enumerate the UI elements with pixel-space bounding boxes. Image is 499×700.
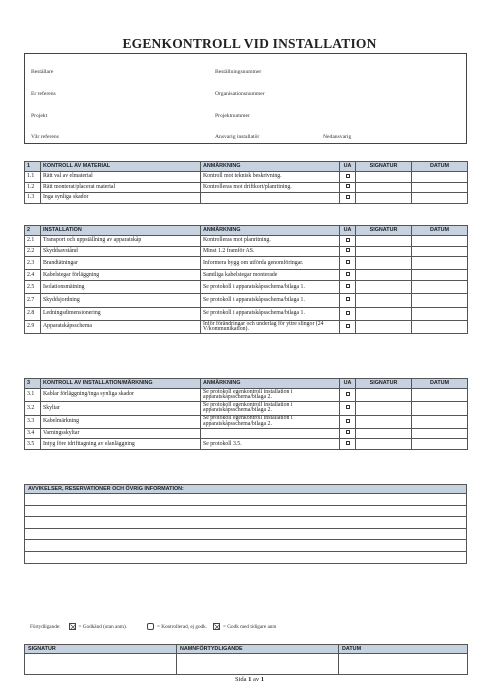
signature-cell[interactable] (356, 270, 412, 281)
header-ua: UA (340, 379, 356, 389)
table-row (25, 320, 468, 333)
document-title: EGENKONTROLL VID INSTALLATION (122, 36, 377, 51)
row-number: 2.8 (25, 307, 41, 320)
table-row (25, 281, 468, 294)
field-organisationsnummer[interactable]: Organisationsnummer (215, 91, 265, 97)
ua-checkbox[interactable] (346, 284, 350, 288)
row-number: 1.2 (25, 182, 41, 193)
ua-checkbox[interactable] (346, 272, 350, 276)
date-cell[interactable] (412, 439, 468, 450)
field-ansvarig-installator[interactable]: Ansvarig installatör (215, 134, 260, 140)
field-bestallningsnummer[interactable]: Beställningsnummer (215, 69, 262, 75)
row-label: Apparatskåpsschema (41, 320, 201, 333)
row-number: 3.2 (25, 402, 41, 415)
table-row (25, 307, 468, 320)
signature-cell[interactable] (356, 257, 412, 270)
date-cell[interactable] (412, 294, 468, 307)
header-signatur: SIGNATUR (356, 162, 412, 172)
row-note: Se protokoll egenkontroll installation i apparatskåpsschema/bilaga 2. (201, 415, 340, 428)
row-label: Rätt val av elmaterial (41, 172, 201, 183)
row-note: Se protokoll 3.5. (201, 439, 340, 450)
ua-checkbox[interactable] (346, 260, 350, 264)
field-nedansvarig[interactable]: Nedansvarig (323, 134, 352, 140)
row-label: Intyg före idrifttagning av elanläggning (41, 439, 201, 450)
date-field[interactable] (339, 654, 468, 675)
row-note (201, 428, 340, 439)
row-label: Kabelstegar förläggning (41, 270, 201, 281)
row-number: 2.2 (25, 246, 41, 257)
empty-box-icon (147, 623, 154, 630)
deviation-line[interactable] (25, 505, 467, 517)
table-row (25, 172, 468, 183)
deviation-line[interactable] (25, 551, 467, 563)
date-cell[interactable] (412, 402, 468, 415)
signature-cell[interactable] (356, 172, 412, 183)
row-number: 3.4 (25, 428, 41, 439)
signature-table (24, 644, 468, 675)
table-row (25, 182, 468, 193)
header-signatur: SIGNATUR (356, 379, 412, 389)
date-cell[interactable] (412, 281, 468, 294)
cross-box-icon (69, 623, 76, 630)
signature-cell[interactable] (356, 193, 412, 204)
row-label: Kablar förläggning/inga synliga skador (41, 389, 201, 402)
ua-checkbox[interactable] (346, 311, 350, 315)
field-bestallare[interactable]: Beställare (31, 69, 54, 75)
row-label: Rätt monterat/placerat material (41, 182, 201, 193)
ua-checkbox[interactable] (346, 248, 350, 252)
row-number: 3.1 (25, 389, 41, 402)
deviations-table (24, 484, 467, 564)
ua-checkbox[interactable] (346, 184, 350, 188)
header-datum: DATUM (412, 226, 468, 236)
header-anmarkning: ANMÄRKNING (201, 379, 340, 389)
signature-cell[interactable] (356, 439, 412, 450)
name-field[interactable] (177, 654, 339, 675)
ua-checkbox[interactable] (346, 419, 350, 423)
date-cell[interactable] (412, 257, 468, 270)
ua-checkbox[interactable] (346, 297, 350, 301)
signature-cell[interactable] (356, 307, 412, 320)
row-number: 2.9 (25, 320, 41, 333)
table-row (25, 270, 468, 281)
table-row (25, 389, 468, 402)
project-info-box (24, 53, 467, 144)
date-cell[interactable] (412, 270, 468, 281)
row-label: Isolationsmätning (41, 281, 201, 294)
header-datum: DATUM (339, 645, 468, 654)
section-number: 1 (25, 162, 41, 172)
section-3-header (25, 379, 468, 389)
table-row (25, 236, 468, 247)
date-cell[interactable] (412, 193, 468, 204)
row-note: Informera bygg om utförda genomföringar. (201, 257, 340, 270)
ua-checkbox[interactable] (346, 441, 350, 445)
row-number: 3.5 (25, 439, 41, 450)
ua-checkbox[interactable] (346, 195, 350, 199)
signature-cell[interactable] (356, 389, 412, 402)
ua-checkbox[interactable] (346, 392, 350, 396)
signature-cell[interactable] (356, 294, 412, 307)
cross-box-icon (213, 623, 220, 630)
signature-field[interactable] (25, 654, 177, 675)
row-note: Se protokoll i apparatskåpsschema/bilaga 1. (201, 294, 340, 307)
deviations-title: AVVIKELSER, RESERVATIONER OCH ÖVRIG INFORMATION: (25, 485, 467, 494)
row-note: Kontrolleras mot planritning. (201, 236, 340, 247)
row-label: Varningsskyltar (41, 428, 201, 439)
signature-cell[interactable] (356, 402, 412, 415)
deviation-line[interactable] (25, 517, 467, 529)
page-current: 1 (248, 676, 252, 683)
table-row (25, 294, 468, 307)
row-number: 1.3 (25, 193, 41, 204)
section-title: INSTALLATION (41, 226, 201, 236)
row-label: Skyltar (41, 402, 201, 415)
date-cell[interactable] (412, 236, 468, 247)
row-number: 1.1 (25, 172, 41, 183)
row-label: Kabelmärkning (41, 415, 201, 428)
legend-item-approved-prior: = Godk med tidigare anm (223, 623, 277, 630)
header-signatur: SIGNATUR (25, 645, 177, 654)
row-note: Se protokoll egenkontroll installation i apparatskåpsschema/bilaga 2. (201, 389, 340, 402)
row-number: 2.5 (25, 281, 41, 294)
field-er-referens[interactable]: Er referens (31, 91, 56, 97)
row-note: Se protokoll i apparatskåpsschema/bilaga 1. (201, 307, 340, 320)
row-note (201, 193, 340, 204)
signature-cell[interactable] (356, 320, 412, 333)
header-ua: UA (340, 162, 356, 172)
deviation-line[interactable] (25, 494, 467, 506)
date-cell[interactable] (412, 428, 468, 439)
page-total: 1 (260, 676, 265, 683)
row-number: 2.3 (25, 257, 41, 270)
table-row (25, 246, 468, 257)
section-2-header (25, 226, 468, 236)
table-row (25, 193, 468, 204)
row-label: Ledningsdimensionering (41, 307, 201, 320)
row-note: Se protokoll egenkontroll installation i apparatskåpsschema/bilaga 2. (201, 402, 340, 415)
row-number: 2.7 (25, 294, 41, 307)
ua-checkbox[interactable] (346, 238, 350, 242)
deviation-line[interactable] (25, 540, 467, 552)
legend-item-checked: = Kontrollerad, ej godk. (157, 623, 208, 630)
header-anmarkning: ANMÄRKNING (201, 226, 340, 236)
legend-prefix: Förtydligande: (30, 623, 61, 630)
legend-item-approved: = Godkänd (utan anm). (78, 623, 127, 630)
signature-cell[interactable] (356, 415, 412, 428)
date-cell[interactable] (412, 307, 468, 320)
date-cell[interactable] (412, 415, 468, 428)
row-label: Transport och uppställning av apparatskåp (41, 236, 201, 247)
header-namnfortydligande: NAMNFÖRTYDLIGANDE (177, 645, 339, 654)
section-number: 3 (25, 379, 41, 389)
ua-checkbox[interactable] (346, 405, 350, 409)
ua-checkbox[interactable] (346, 174, 350, 178)
date-cell[interactable] (412, 389, 468, 402)
header-datum: DATUM (412, 379, 468, 389)
date-cell[interactable] (412, 246, 468, 257)
header-ua: UA (340, 226, 356, 236)
row-number: 2.1 (25, 236, 41, 247)
legend (30, 623, 276, 630)
field-var-referens[interactable]: Vår referens (31, 134, 59, 140)
header-signatur: SIGNATUR (356, 226, 412, 236)
table-row (25, 402, 468, 415)
signature-cell[interactable] (356, 236, 412, 247)
row-note: Samtliga kabelstegar monterade (201, 270, 340, 281)
table-row (25, 428, 468, 439)
table-row (25, 415, 468, 428)
row-number: 2.4 (25, 270, 41, 281)
signature-cell[interactable] (356, 281, 412, 294)
date-cell[interactable] (412, 320, 468, 333)
header-anmarkning: ANMÄRKNING (201, 162, 340, 172)
ua-checkbox[interactable] (346, 430, 350, 434)
date-cell[interactable] (412, 172, 468, 183)
section-3-table (24, 378, 468, 450)
section-1-table (24, 161, 468, 204)
page-label: Sida (234, 676, 247, 683)
table-row (25, 439, 468, 450)
row-label: Skyddsjordning (41, 294, 201, 307)
row-note: Kontroll mot teknisk beskrivning. (201, 172, 340, 183)
row-label: Brandtätningar (41, 257, 201, 270)
section-number: 2 (25, 226, 41, 236)
row-label: Inga synliga skador (41, 193, 201, 204)
row-note: Inför förändringar och underlag för yttre slingor (24 V/kommunikation). (201, 320, 340, 333)
signature-cell[interactable] (356, 428, 412, 439)
signature-cell[interactable] (356, 246, 412, 257)
page-number (0, 676, 499, 683)
section-title: KONTROLL AV INSTALLATION/MÄRKNING (41, 379, 201, 389)
row-number: 3.3 (25, 415, 41, 428)
header-datum: DATUM (412, 162, 468, 172)
field-projektnummer[interactable]: Projektnummer (215, 113, 250, 119)
row-note: Kontrolleras mot driftkort/planritning. (201, 182, 340, 193)
field-projekt[interactable]: Projekt (31, 113, 48, 119)
row-note: Minst 1.2 framför AS. (201, 246, 340, 257)
ua-checkbox[interactable] (346, 324, 350, 328)
signature-cell[interactable] (356, 182, 412, 193)
date-cell[interactable] (412, 182, 468, 193)
section-1-header (25, 162, 468, 172)
table-row (25, 257, 468, 270)
row-label: Skyddsavstånd (41, 246, 201, 257)
section-2-table (24, 225, 468, 334)
row-note: Se protokoll i apparatskåpsschema/bilaga 1. (201, 281, 340, 294)
section-title: KONTROLL AV MATERIAL (41, 162, 201, 172)
deviation-line[interactable] (25, 528, 467, 540)
page-of: av (253, 676, 260, 683)
